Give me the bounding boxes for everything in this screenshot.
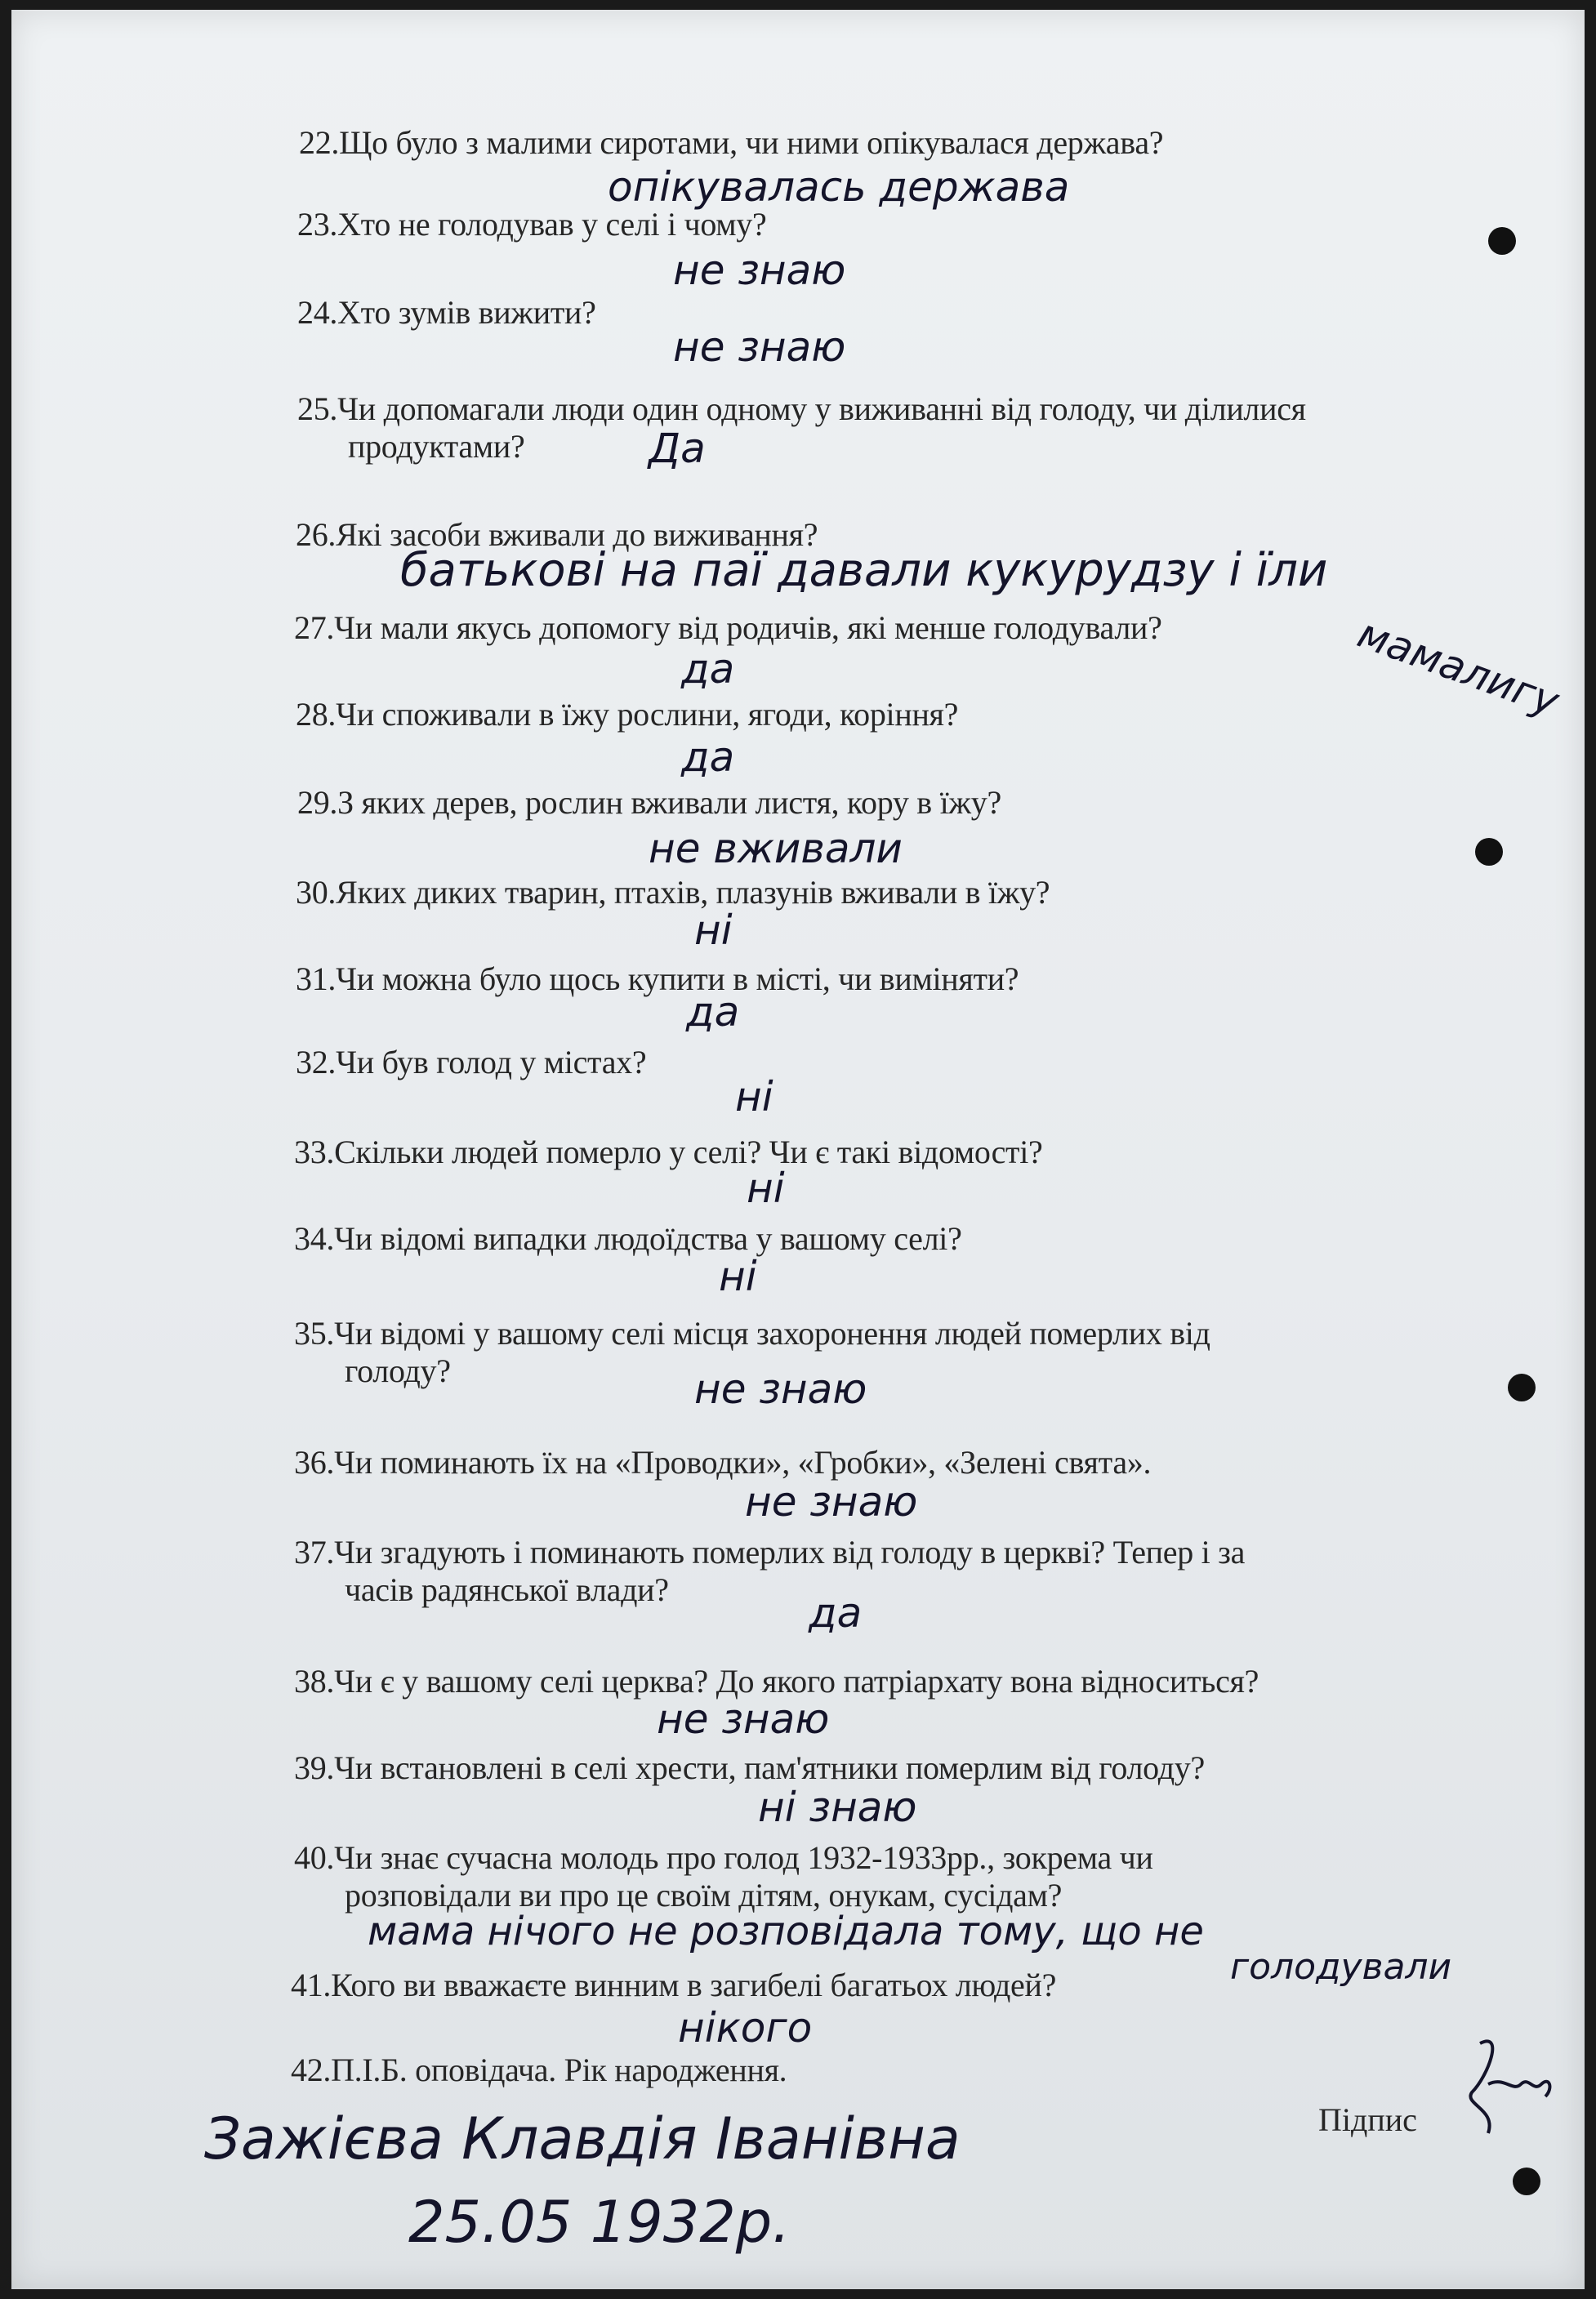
question-text: 26.Які засоби вживали до виживання? xyxy=(296,516,818,553)
question-text: 40.Чи знає сучасна молодь про голод 1932-1933рр., зокрема чи xyxy=(294,1839,1153,1876)
punch-hole xyxy=(1475,838,1503,866)
questionnaire-page xyxy=(11,10,1585,2289)
question-32 xyxy=(296,1044,646,1081)
signature-mark xyxy=(1456,2027,1562,2145)
question-41 xyxy=(291,1967,1056,2004)
signature-scribble xyxy=(1456,2027,1562,2141)
question-34 xyxy=(294,1220,962,1258)
question-text: 38.Чи є у вашому селі церква? До якого патріархату вона відноситься? xyxy=(294,1663,1259,1700)
question-text: 22.Що було з малими сиротами, чи ними опікувалася держава? xyxy=(299,124,1164,161)
question-23 xyxy=(297,206,766,243)
punch-hole xyxy=(1513,2168,1540,2195)
question-text: 42.П.І.Б. оповідача. Рік народження. xyxy=(291,2052,787,2088)
question-text: 29.З яких дерев, рослин вживали листя, кору в їжу? xyxy=(297,784,1001,821)
question-30 xyxy=(296,874,1050,911)
question-text-cont: часів радянської влади? xyxy=(345,1571,669,1608)
punch-hole xyxy=(1508,1374,1536,1401)
answer-34: ні xyxy=(719,1253,757,1300)
answer-23: не знаю xyxy=(673,247,846,294)
question-text: 27.Чи мали якусь допомогу від родичів, які менше голодували? xyxy=(294,609,1162,646)
question-text: 39.Чи встановлені в селі хрести, пам'ятники померлим від голоду? xyxy=(294,1749,1205,1786)
answer-32: ні xyxy=(735,1073,773,1121)
question-28 xyxy=(296,696,958,733)
question-text: 35.Чи відомі у вашому селі місця захоронення людей померлих від xyxy=(294,1315,1210,1352)
answer-41: нікого xyxy=(678,2004,813,2052)
question-text: 24.Хто зумів вижити? xyxy=(297,294,596,331)
question-text: 28.Чи споживали в їжу рослини, ягоди, коріння? xyxy=(296,696,959,733)
question-33 xyxy=(294,1134,1043,1171)
question-text: 30.Яких диких тварин, птахів, плазунів вживали в їжу? xyxy=(296,874,1050,911)
question-text: 23.Хто не голодував у селі і чому? xyxy=(297,206,767,243)
answer-40: мама нічого не розповідала тому, що не xyxy=(368,1909,1204,1954)
question-text-cont: розповідали ви про це своїм дітям, онукам, сусідам? xyxy=(345,1877,1063,1914)
question-text: 37.Чи згадують і поминають померлих від голоду в церкві? Тепер і за xyxy=(294,1534,1246,1571)
question-text: 25.Чи допомагали люди один одному у виживанні від голоду, чи ділилися xyxy=(297,390,1306,427)
question-text: 32.Чи був голод у містах? xyxy=(296,1044,647,1080)
question-text: 33.Скільки людей померло у селі? Чи є такі відомості? xyxy=(294,1134,1043,1170)
answer-29: не вживали xyxy=(649,825,903,872)
question-31 xyxy=(296,960,1019,998)
question-27 xyxy=(294,609,1162,647)
question-22 xyxy=(299,124,1163,162)
question-37 xyxy=(294,1534,1245,1609)
question-39 xyxy=(294,1749,1205,1787)
answer-31: да xyxy=(686,988,740,1036)
answer-28: да xyxy=(681,733,735,781)
punch-hole xyxy=(1488,227,1516,255)
answer-36: не знаю xyxy=(745,1478,918,1526)
answer-37: да xyxy=(809,1589,863,1637)
question-text: 34.Чи відомі випадки людоїдства у вашому селі? xyxy=(294,1220,962,1257)
narrator-birth: 25.05 1932р. xyxy=(408,2189,791,2256)
question-29 xyxy=(297,784,1001,822)
answer-26-cont: мамалигу xyxy=(1351,609,1566,726)
question-text-cont: продуктами? xyxy=(348,428,525,465)
answer-26: батькові на паї давали кукурудзу і їли xyxy=(400,544,1328,597)
answer-22: опікувалась держава xyxy=(608,163,1070,211)
answer-39: ні знаю xyxy=(758,1784,917,1831)
answer-40-cont: голодували xyxy=(1230,1946,1452,1988)
answer-27: да xyxy=(681,645,735,693)
question-25 xyxy=(297,390,1306,466)
answer-24: не знаю xyxy=(673,323,846,371)
question-text: 41.Кого ви вважаєте винним в загибелі багатьох людей? xyxy=(291,1967,1057,2003)
answer-38: не знаю xyxy=(657,1695,830,1743)
question-40 xyxy=(294,1839,1153,1914)
question-24 xyxy=(297,294,596,332)
answer-30: ні xyxy=(694,907,733,954)
question-36 xyxy=(294,1444,1151,1481)
question-text-cont: голоду? xyxy=(345,1352,451,1389)
answer-35: не знаю xyxy=(694,1366,867,1413)
question-text: 36.Чи поминають їх на «Проводки», «Гробки», «Зелені свята». xyxy=(294,1444,1152,1481)
answer-25: Да xyxy=(649,425,706,472)
narrator-name: Зажієва Клавдія Іванівна xyxy=(204,2105,961,2172)
answer-33: ні xyxy=(747,1165,785,1212)
question-text: 31.Чи можна було щось купити в місті, чи виміняти? xyxy=(296,960,1019,997)
signature-label: Підпис xyxy=(1318,2101,1417,2138)
question-42 xyxy=(291,2052,787,2089)
